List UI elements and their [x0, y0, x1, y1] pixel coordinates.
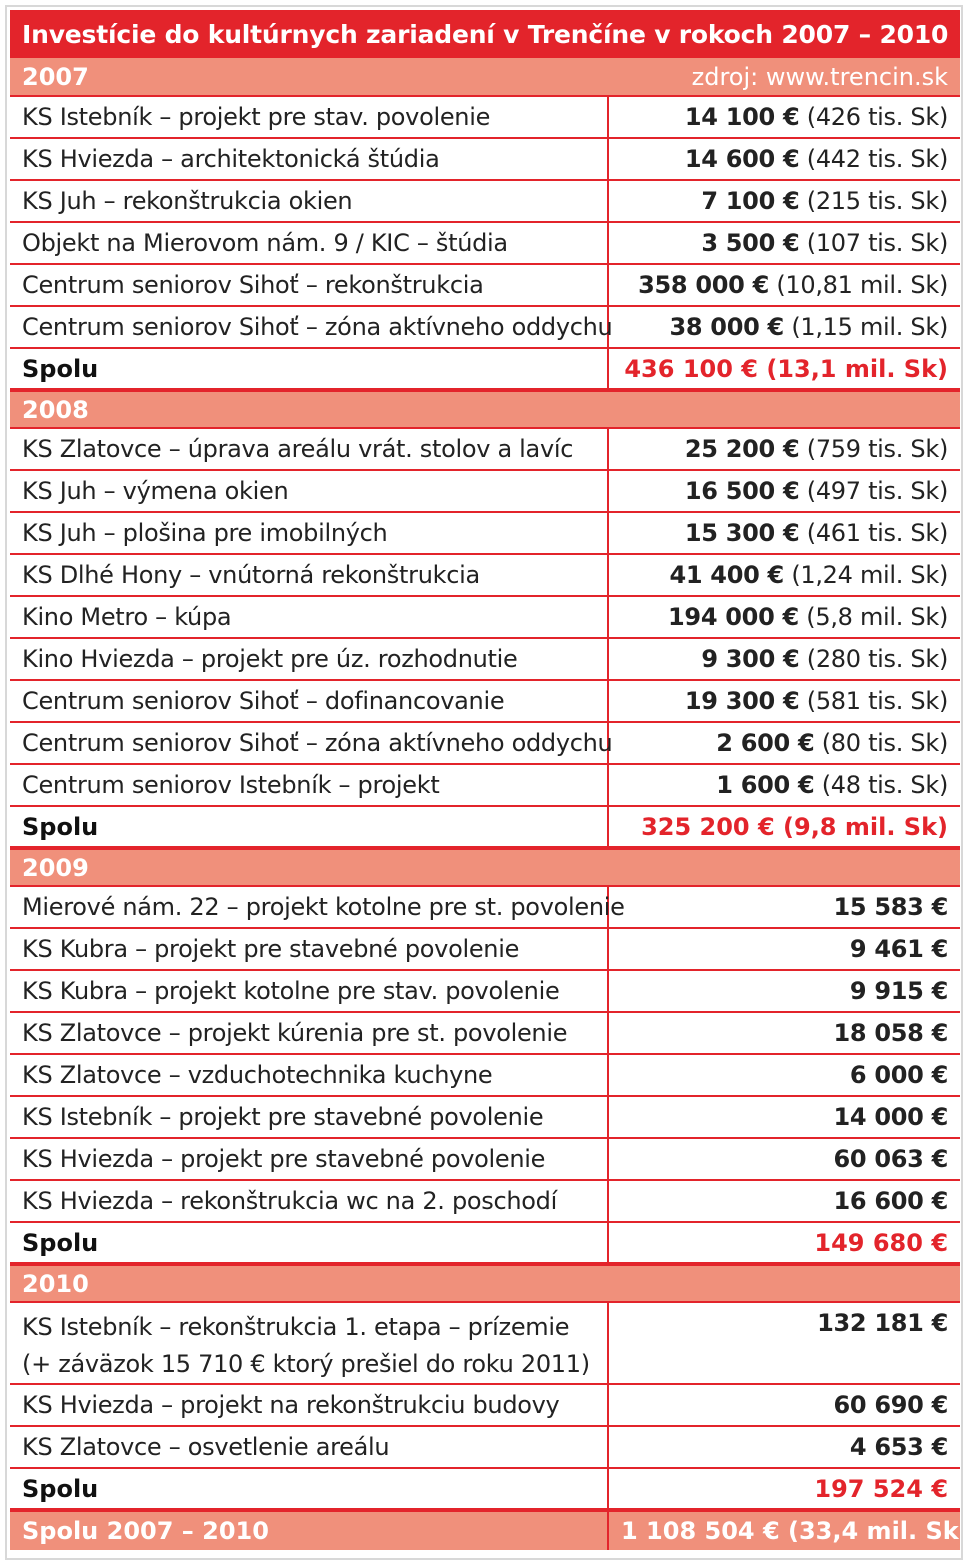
item-amount-sk: (1,24 mil. Sk)	[791, 561, 949, 589]
table-row	[10, 264, 960, 306]
year-label: 2009	[10, 848, 608, 886]
item-name: Centrum seniorov Sihoť – rekonštrukcia	[10, 264, 608, 306]
item-value	[608, 764, 960, 806]
item-amount: 19 300 €	[684, 687, 800, 715]
item-amount: 60 063 €	[833, 1145, 949, 1173]
item-amount: 6 000 €	[849, 1061, 949, 1089]
year-header-spacer	[608, 848, 960, 886]
item-name: KS Hviezda – projekt na rekonštrukciu budovy	[10, 1384, 608, 1426]
year-header-row	[10, 848, 960, 886]
grand-total-label: Spolu 2007 – 2010	[10, 1510, 608, 1550]
item-value	[608, 306, 960, 348]
item-value	[608, 554, 960, 596]
item-value	[608, 1302, 960, 1384]
section-total-value: 149 680 €	[608, 1222, 960, 1264]
year-header-row	[10, 58, 960, 96]
item-name: KS Zlatovce – vzduchotechnika kuchyne	[10, 1054, 608, 1096]
section-total-label: Spolu	[10, 1468, 608, 1510]
item-name: KS Hviezda – projekt pre stavebné povolenie	[10, 1138, 608, 1180]
item-name: KS Juh – výmena okien	[10, 470, 608, 512]
item-name: KS Istebník – rekonštrukcia 1. etapa – prízemie (+ záväzok 15 710 € ktorý prešiel do roku 2011)	[10, 1302, 608, 1384]
item-amount: 3 500 €	[701, 229, 800, 257]
item-amount: 9 915 €	[849, 977, 949, 1005]
table-row	[10, 970, 960, 1012]
table-title: Investície do kultúrnych zariadení v Trenčíne v rokoch 2007 – 2010	[10, 10, 960, 58]
table-row	[10, 428, 960, 470]
item-value	[608, 928, 960, 970]
item-amount: 18 058 €	[833, 1019, 949, 1047]
section-total-row	[10, 806, 960, 848]
item-name: KS Dlhé Hony – vnútorná rekonštrukcia	[10, 554, 608, 596]
table-row	[10, 306, 960, 348]
item-value	[608, 596, 960, 638]
item-amount: 2 600 €	[716, 729, 815, 757]
item-name: KS Hviezda – architektonická štúdia	[10, 138, 608, 180]
item-amount-sk: (80 tis. Sk)	[821, 729, 949, 757]
table-row	[10, 638, 960, 680]
year-header-row	[10, 390, 960, 428]
grand-total-row	[10, 1510, 960, 1550]
item-name: KS Zlatovce – úprava areálu vrát. stolov a lavíc	[10, 428, 608, 470]
item-value	[608, 886, 960, 928]
table-row	[10, 180, 960, 222]
year-label: 2007	[10, 58, 608, 96]
item-name: KS Kubra – projekt pre stavebné povolenie	[10, 928, 608, 970]
table-row	[10, 1426, 960, 1468]
item-amount-sk: (497 tis. Sk)	[806, 477, 949, 505]
table-row	[10, 886, 960, 928]
item-amount-sk: (215 tis. Sk)	[806, 187, 949, 215]
item-name: Kino Metro – kúpa	[10, 596, 608, 638]
table-row	[10, 596, 960, 638]
item-amount: 14 600 €	[684, 145, 800, 173]
section-total-label: Spolu	[10, 1222, 608, 1264]
item-amount: 4 653 €	[849, 1433, 949, 1461]
item-value	[608, 1384, 960, 1426]
item-value	[608, 970, 960, 1012]
table-row	[10, 1384, 960, 1426]
table-title-row	[10, 10, 960, 58]
section-total-row	[10, 1468, 960, 1510]
item-name: KS Zlatovce – osvetlenie areálu	[10, 1426, 608, 1468]
item-amount-sk: (48 tis. Sk)	[821, 771, 949, 799]
item-amount: 15 583 €	[833, 893, 949, 921]
item-amount: 132 181 €	[817, 1309, 949, 1337]
table-row	[10, 512, 960, 554]
year-header-spacer	[608, 1264, 960, 1302]
year-header-row	[10, 1264, 960, 1302]
item-name: KS Istebník – projekt pre stav. povolenie	[10, 96, 608, 138]
item-amount-sk: (1,15 mil. Sk)	[791, 313, 949, 341]
item-amount: 16 500 €	[684, 477, 800, 505]
item-value	[608, 1054, 960, 1096]
item-name: KS Zlatovce – projekt kúrenia pre st. povolenie	[10, 1012, 608, 1054]
item-value	[608, 512, 960, 554]
item-value	[608, 638, 960, 680]
table-row	[10, 928, 960, 970]
item-amount: 60 690 €	[833, 1391, 949, 1419]
table-row	[10, 764, 960, 806]
item-value	[608, 470, 960, 512]
year-label: 2010	[10, 1264, 608, 1302]
item-name: Centrum seniorov Sihoť – zóna aktívneho oddychu	[10, 722, 608, 764]
item-amount-sk: (107 tis. Sk)	[806, 229, 949, 257]
table-row	[10, 96, 960, 138]
section-total-value: 436 100 € (13,1 mil. Sk)	[608, 348, 960, 390]
table-row	[10, 1054, 960, 1096]
item-name: KS Hviezda – rekonštrukcia wc na 2. poschodí	[10, 1180, 608, 1222]
table-row	[10, 1138, 960, 1180]
item-name: KS Kubra – projekt kotolne pre stav. povolenie	[10, 970, 608, 1012]
item-value	[608, 428, 960, 470]
item-amount-sk: (581 tis. Sk)	[806, 687, 949, 715]
section-total-label: Spolu	[10, 348, 608, 390]
table-row	[10, 1096, 960, 1138]
section-total-row	[10, 348, 960, 390]
item-value	[608, 1180, 960, 1222]
item-amount: 1 600 €	[716, 771, 815, 799]
item-amount-sk: (442 tis. Sk)	[806, 145, 949, 173]
table-row	[10, 680, 960, 722]
item-name: KS Istebník – projekt pre stavebné povolenie	[10, 1096, 608, 1138]
item-amount-sk: (759 tis. Sk)	[806, 435, 949, 463]
item-name: Objekt na Mierovom nám. 9 / KIC – štúdia	[10, 222, 608, 264]
item-amount: 25 200 €	[684, 435, 800, 463]
item-amount-sk: (426 tis. Sk)	[806, 103, 949, 131]
year-label: 2008	[10, 390, 608, 428]
table-row	[10, 554, 960, 596]
item-value	[608, 138, 960, 180]
item-value	[608, 1096, 960, 1138]
investment-table	[10, 10, 960, 1550]
item-amount: 194 000 €	[668, 603, 799, 631]
table-row	[10, 1180, 960, 1222]
item-amount: 41 400 €	[669, 561, 784, 589]
section-total-label: Spolu	[10, 806, 608, 848]
item-amount: 16 600 €	[833, 1187, 949, 1215]
table-row	[10, 138, 960, 180]
investment-table-body	[10, 10, 960, 1550]
item-amount: 14 100 €	[684, 103, 800, 131]
item-value	[608, 680, 960, 722]
source-label: zdroj: www.trencin.sk	[608, 58, 960, 96]
year-header-spacer	[608, 390, 960, 428]
table-row	[10, 722, 960, 764]
item-name: Mierové nám. 22 – projekt kotolne pre st. povolenie	[10, 886, 608, 928]
item-name: Centrum seniorov Istebník – projekt	[10, 764, 608, 806]
item-name: Kino Hviezda – projekt pre úz. rozhodnutie	[10, 638, 608, 680]
item-amount-sk: (10,81 mil. Sk)	[776, 271, 949, 299]
item-amount: 14 000 €	[833, 1103, 949, 1131]
item-name: KS Juh – rekonštrukcia okien	[10, 180, 608, 222]
item-amount: 358 000 €	[638, 271, 769, 299]
item-amount: 7 100 €	[701, 187, 800, 215]
item-value	[608, 222, 960, 264]
item-value	[608, 722, 960, 764]
item-value	[608, 96, 960, 138]
table-row	[10, 1012, 960, 1054]
item-amount: 9 461 €	[849, 935, 949, 963]
section-total-value: 197 524 €	[608, 1468, 960, 1510]
item-value	[608, 1426, 960, 1468]
section-total-row	[10, 1222, 960, 1264]
item-name: Centrum seniorov Sihoť – zóna aktívneho oddychu	[10, 306, 608, 348]
item-name: Centrum seniorov Sihoť – dofinancovanie	[10, 680, 608, 722]
item-value	[608, 1138, 960, 1180]
item-value	[608, 264, 960, 306]
item-amount-sk: (280 tis. Sk)	[806, 645, 949, 673]
item-value	[608, 1012, 960, 1054]
item-amount-sk: (461 tis. Sk)	[806, 519, 949, 547]
table-row	[10, 470, 960, 512]
item-amount-sk: (5,8 mil. Sk)	[806, 603, 949, 631]
table-row	[10, 222, 960, 264]
item-amount: 15 300 €	[684, 519, 800, 547]
item-amount: 9 300 €	[701, 645, 800, 673]
item-name: KS Juh – plošina pre imobilných	[10, 512, 608, 554]
section-total-value: 325 200 € (9,8 mil. Sk)	[608, 806, 960, 848]
item-value	[608, 180, 960, 222]
grand-total-value: 1 108 504 € (33,4 mil. Sk	[608, 1510, 960, 1550]
item-amount: 38 000 €	[669, 313, 784, 341]
table-row	[10, 1302, 960, 1384]
